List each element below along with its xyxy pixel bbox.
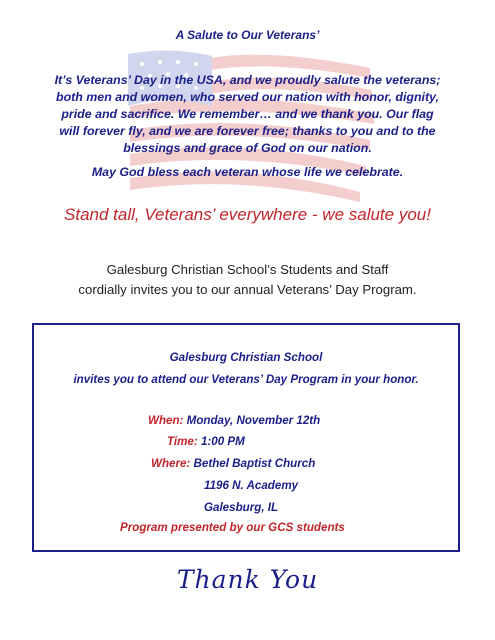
blessing-line: May God bless each veteran whose life we celebrate. xyxy=(91,165,404,179)
salute-line: pride and sacrifice. We remember… and we thank you. Our flag xyxy=(61,107,434,121)
thank-you-signature: Thank You xyxy=(176,565,319,594)
where-value: Bethel Baptist Church xyxy=(193,457,316,470)
invitation-paragraph xyxy=(0,260,495,300)
salute-line: blessings and grace of God on our nation. xyxy=(123,141,372,155)
presented-by: Program presented by our GCS students xyxy=(120,521,345,534)
time-value: 1:00 PM xyxy=(200,435,245,448)
time-row xyxy=(167,435,245,448)
salute-line: will forever fly, and we are forever free; thanks to you and to the xyxy=(59,124,436,138)
invitation-line: invites you to attend our Veterans’ Day Program in your honor. xyxy=(73,373,419,386)
when-row xyxy=(148,414,320,427)
when-label: When: xyxy=(148,414,184,427)
school-name: Galesburg Christian School xyxy=(169,351,323,364)
where-row xyxy=(151,457,315,470)
address-line-1: 1196 N. Academy xyxy=(204,479,299,492)
invite-line: cordially invites you to our annual Veterans’ Day Program. xyxy=(78,282,417,297)
salute-line: both men and women, who served our nation with honor, dignity, xyxy=(56,90,439,104)
address-line-2: Galesburg, IL xyxy=(204,501,279,514)
invite-line: Galesburg Christian School’s Students and Staff xyxy=(106,262,389,277)
where-label: Where: xyxy=(151,457,191,470)
when-value: Monday, November 12th xyxy=(186,414,321,427)
event-details-box xyxy=(32,323,460,552)
page-title: A Salute to Our Veterans’ xyxy=(175,28,320,42)
salute-paragraph xyxy=(30,72,465,157)
salute-line: It’s Veterans’ Day in the USA, and we proudly salute the veterans; xyxy=(54,73,441,87)
time-label: Time: xyxy=(167,435,198,448)
stand-tall-slogan: Stand tall, Veterans’ everywhere - we salute you! xyxy=(64,205,431,224)
